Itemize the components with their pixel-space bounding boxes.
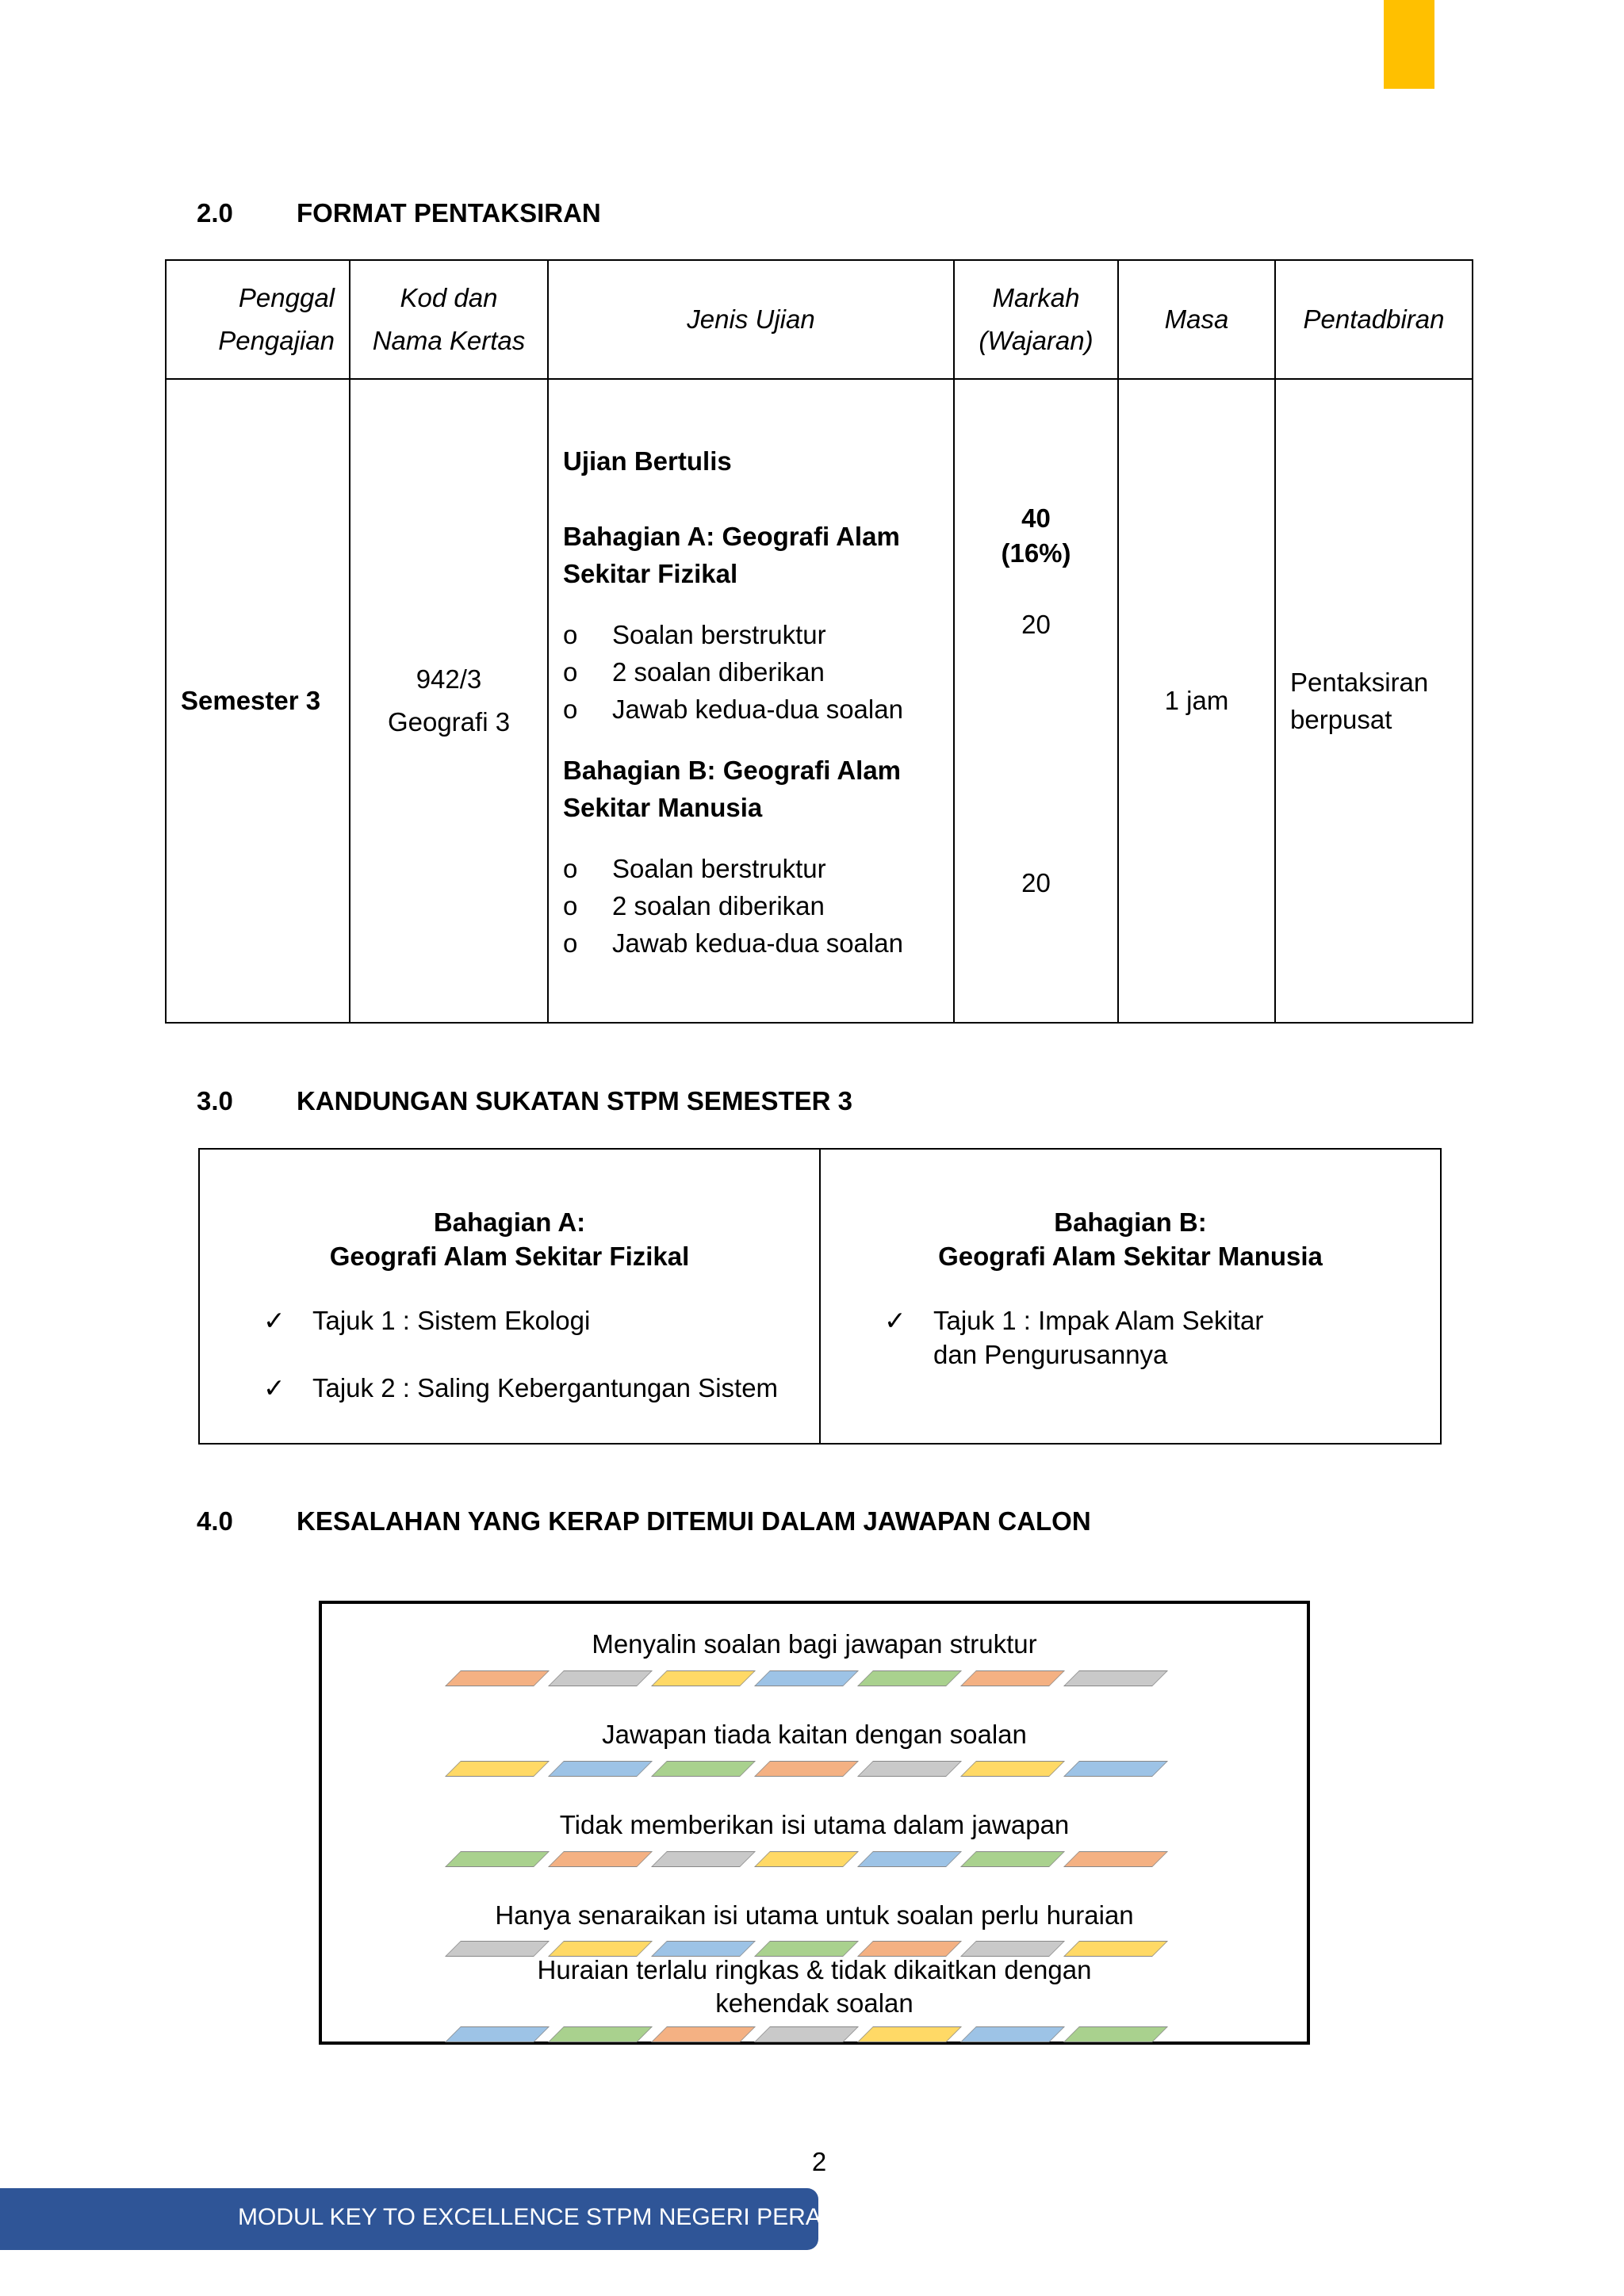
cell-masa: 1 jam [1118, 379, 1275, 1023]
list-item [563, 850, 939, 887]
strip-shape [651, 1670, 756, 1686]
bullet-text: 2 soalan diberikan [612, 891, 825, 920]
strip-shape [754, 1761, 859, 1777]
header-markah-line1: Markah [992, 283, 1080, 312]
cell-semester: Semester 3 [166, 379, 350, 1023]
checkmark-icon: ✓ [263, 1306, 285, 1335]
list-item [563, 616, 939, 653]
column-b-topics [884, 1303, 1408, 1372]
footer-bar [0, 2188, 837, 2250]
table-header-row [166, 260, 1473, 379]
bullet-icon: o [563, 891, 578, 920]
topic-text-line1: Tajuk 1 : Impak Alam Sekitar [933, 1306, 1264, 1335]
header-kod-line1: Kod dan [400, 283, 498, 312]
strip-shape [445, 1851, 550, 1867]
bullet-icon: o [563, 695, 578, 724]
syllabus-column-b [819, 1150, 1440, 1443]
strip-shape [1063, 2026, 1168, 2042]
checkmark-icon: ✓ [263, 1373, 285, 1402]
strip-shape [857, 1670, 962, 1686]
list-item [263, 1371, 787, 1405]
header-jenis: Jenis Ujian [548, 260, 954, 379]
decorative-strip [453, 2026, 1174, 2044]
strip-shape [548, 1670, 653, 1686]
strip-shape [548, 2026, 653, 2042]
markah-bahagian-b: 20 [1021, 868, 1051, 897]
strip-shape [960, 1851, 1065, 1867]
error-item: Tidak memberikan isi utama dalam jawapan [559, 1810, 1070, 1839]
table-row [166, 379, 1473, 1023]
section-3-heading [197, 1086, 852, 1116]
bullet-text: 2 soalan diberikan [612, 657, 825, 687]
jenis-title: Ujian Bertulis [563, 446, 732, 476]
list-item [563, 924, 939, 962]
list-item [884, 1303, 1408, 1372]
strip-shape [651, 2026, 756, 2042]
footer-title: MODUL KEY TO EXCELLENCE STPM NEGERI PERAK [238, 2204, 837, 2230]
section-3-number: 3.0 [197, 1086, 233, 1115]
column-a-heading-line1: Bahagian A: [433, 1207, 586, 1237]
bullet-text: Jawab kedua-dua soalan [612, 928, 903, 958]
bahagian-b-title-1: Bahagian B: Geografi Alam [563, 756, 902, 785]
error-item-line2: kehendak soalan [715, 1988, 914, 2018]
bahagian-a-title-1: Bahagian A: Geografi Alam [563, 522, 900, 551]
topic-text: Tajuk 2 : Saling Kebergantungan Sistem [312, 1373, 779, 1402]
bullet-icon: o [563, 854, 578, 883]
strip-shape [960, 2026, 1065, 2042]
header-pentadbiran: Pentadbiran [1275, 260, 1473, 379]
strip-shape [754, 2026, 859, 2042]
paper-code: 942/3 [416, 664, 482, 694]
section-2-title: FORMAT PENTAKSIRAN [297, 198, 601, 228]
assessment-format-table [165, 259, 1473, 1024]
list-item [563, 691, 939, 728]
paper-name: Geografi 3 [387, 707, 511, 737]
error-item: Menyalin soalan bagi jawapan struktur [592, 1629, 1037, 1659]
header-penggal-line2: Pengajian [218, 326, 335, 355]
list-item [263, 1303, 787, 1337]
error-item: Hanya senaraikan isi utama untuk soalan perlu huraian [495, 1900, 1134, 1930]
header-masa: Masa [1118, 260, 1275, 379]
bahagian-b-title-2: Sekitar Manusia [563, 793, 763, 822]
bullet-icon: o [563, 657, 578, 687]
list-item [563, 887, 939, 924]
section-4-title: KESALAHAN YANG KERAP DITEMUI DALAM JAWAPAN CALON [297, 1506, 1091, 1536]
bahagian-a-title-2: Sekitar Fizikal [563, 559, 738, 588]
header-markah-line2: (Wajaran) [979, 326, 1094, 355]
decorative-strip [453, 1670, 1174, 1688]
header-markah [954, 260, 1118, 379]
header-penggal [166, 260, 350, 379]
bullet-icon: o [563, 928, 578, 958]
strip-shape [445, 2026, 550, 2042]
header-kod-line2: Nama Kertas [372, 326, 526, 355]
cell-kod [350, 379, 548, 1023]
markah-total: 40 [1021, 503, 1051, 533]
strip-shape [960, 1761, 1065, 1777]
section-4-number: 4.0 [197, 1506, 233, 1536]
yellow-tab-marker [1384, 0, 1434, 89]
strip-shape [548, 1761, 653, 1777]
strip-shape [754, 1670, 859, 1686]
header-penggal-line1: Penggal [238, 283, 335, 312]
strip-shape [651, 1851, 756, 1867]
strip-shape [857, 1851, 962, 1867]
syllabus-content-box [198, 1148, 1442, 1445]
markah-bahagian-a: 20 [1021, 610, 1051, 639]
column-b-heading [852, 1205, 1408, 1273]
column-b-heading-line2: Geografi Alam Sekitar Manusia [938, 1242, 1323, 1271]
strip-shape [857, 1761, 962, 1777]
column-a-heading-line2: Geografi Alam Sekitar Fizikal [329, 1242, 690, 1271]
topic-text-line2: dan Pengurusannya [933, 1340, 1168, 1369]
bullet-text: Soalan berstruktur [612, 620, 826, 649]
header-kod [350, 260, 548, 379]
pentadbiran-line2: berpusat [1290, 705, 1392, 734]
strip-shape [445, 1670, 550, 1686]
bahagian-a-bullets [563, 616, 939, 728]
topic-text: Tajuk 1 : Sistem Ekologi [312, 1306, 591, 1335]
page-number: 2 [811, 2147, 827, 2176]
cell-markah [954, 379, 1118, 1023]
strip-shape [1063, 1761, 1168, 1777]
error-item-line1: Huraian terlalu ringkas & tidak dikaitkan dengan [537, 1955, 1092, 1984]
bahagian-b-bullets [563, 850, 939, 962]
bullet-icon: o [563, 620, 578, 649]
strip-shape [754, 1851, 859, 1867]
column-a-topics [263, 1303, 787, 1405]
section-3-title: KANDUNGAN SUKATAN STPM SEMESTER 3 [297, 1086, 852, 1115]
markah-weight: (16%) [1001, 538, 1071, 568]
section-2-number: 2.0 [197, 198, 233, 228]
strip-shape [960, 1670, 1065, 1686]
cell-jenis [548, 379, 954, 1023]
pentadbiran-line1: Pentaksiran [1290, 668, 1429, 697]
error-item: Jawapan tiada kaitan dengan soalan [602, 1720, 1027, 1749]
strip-shape [857, 2026, 962, 2042]
column-b-heading-line1: Bahagian B: [1054, 1207, 1207, 1237]
checkmark-icon: ✓ [884, 1306, 906, 1335]
cell-pentadbiran [1275, 379, 1473, 1023]
strip-shape [1063, 1670, 1168, 1686]
section-4-heading [197, 1506, 1091, 1536]
bullet-text: Soalan berstruktur [612, 854, 826, 883]
section-2-heading [197, 198, 601, 228]
list-item [563, 653, 939, 691]
strip-shape [1063, 1851, 1168, 1867]
strip-shape [548, 1851, 653, 1867]
strip-shape [445, 1761, 550, 1777]
column-a-heading [232, 1205, 787, 1273]
decorative-strip [453, 1851, 1174, 1869]
common-errors-box [319, 1601, 1310, 2045]
bullet-text: Jawab kedua-dua soalan [612, 695, 903, 724]
syllabus-column-a [200, 1150, 819, 1443]
strip-shape [651, 1761, 756, 1777]
decorative-strip [453, 1761, 1174, 1778]
